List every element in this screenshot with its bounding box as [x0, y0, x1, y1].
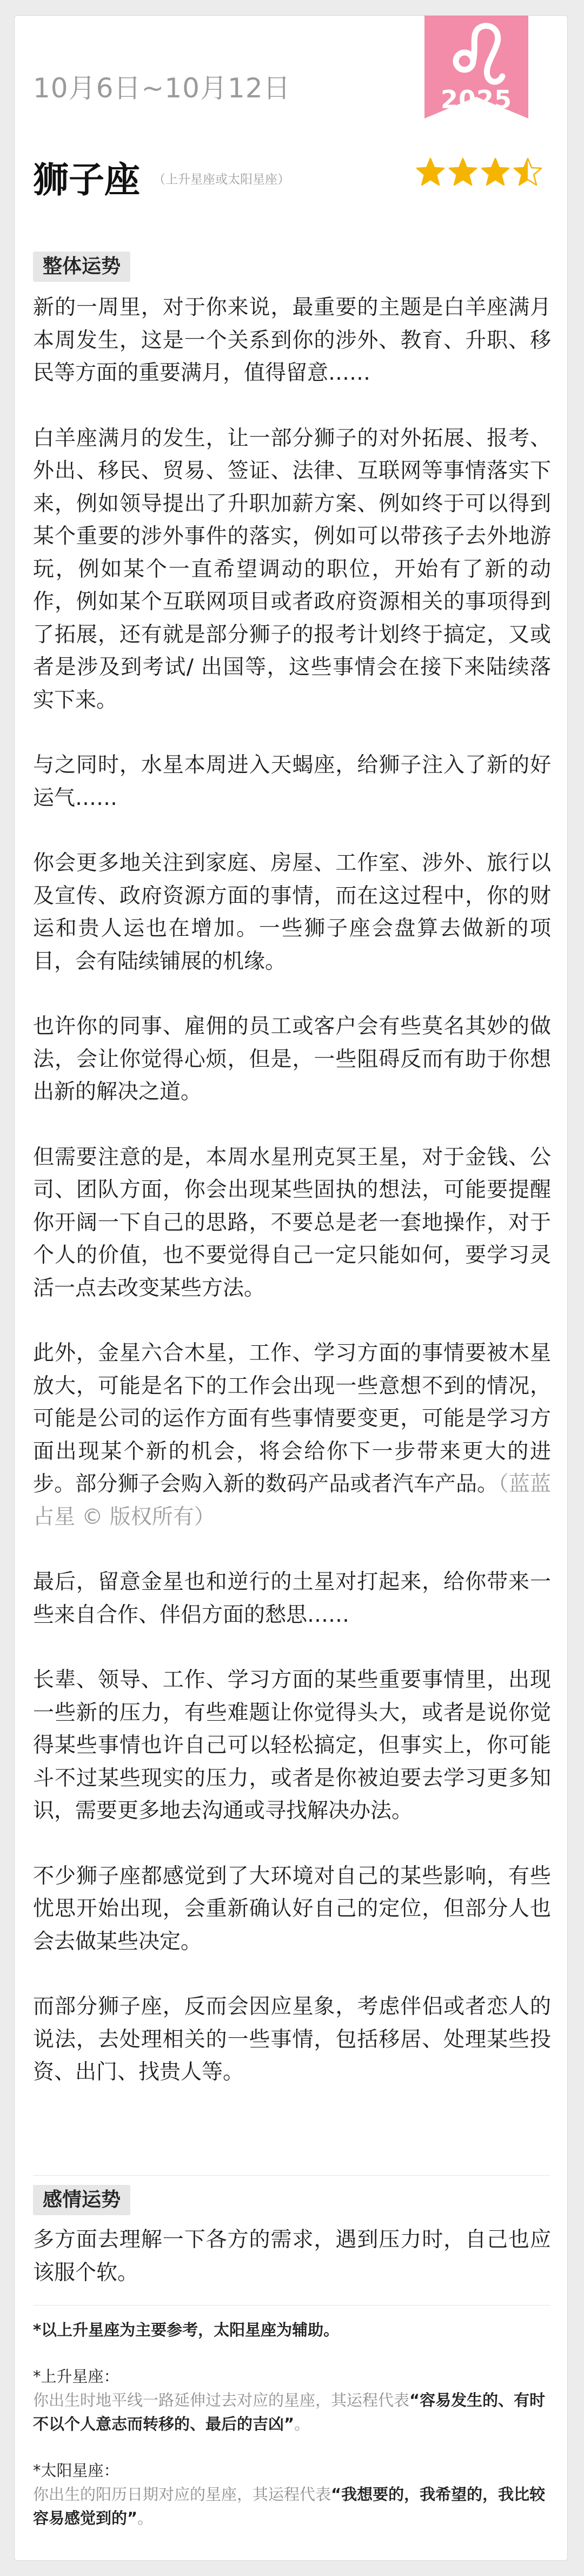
overall-paragraph: 但需要注意的是，本周水星刑克冥王星，对于金钱、公司、团队方面，你会出现某些固执的想法，可能要提醒你开阔一下自己的思路，不要总是老一套地操作，对于个人的价值，也不要觉得自己一定只能如何，要学习灵活一点去改变某些方法。 — [33, 1145, 551, 1300]
star-full-icon — [416, 157, 445, 187]
overall-paragraph: 白羊座满月的发生，让一部分狮子的对外拓展、报考、外出、移民、贸易、签证、法律、互联网等事情落实下来，例如领导提出了升职加薪方案、例如终于可以得到某个重要的涉外事件的落实，例如可以带孩子去外地游玩，例如某个一直希望调动的职位，开始有了新的动作，例如某个互联网项目或者政府资源相关的事项得到了拓展，还有就是部分狮子的报考计划终于搞定，又或者是涉及到考试/ 出国等，这些事情会在接下来陆续落实下来。 — [33, 426, 551, 712]
note-sun-label: *太阳星座： — [33, 2461, 120, 2480]
footnotes — [33, 2318, 550, 2530]
note-rising-text — [33, 2388, 550, 2436]
note-sun-end: 。 — [137, 2509, 154, 2527]
star-full-icon — [448, 157, 477, 187]
overall-paragraph: 也许你的同事、雇佣的员工或客户会有些莫名其妙的做法，会让你觉得心烦，但是，一些阻碍反而有助于你想出新的解决之道。 — [33, 1014, 551, 1104]
note-sun-text — [33, 2482, 550, 2530]
note-rising-desc: 你出生时地平线一路延伸过去对应的星座，其运程代表 — [33, 2391, 410, 2409]
section-divider — [33, 2175, 550, 2176]
note-rising-end: 。 — [294, 2415, 310, 2433]
sign-subtitle: （上升星座或太阳星座） — [153, 173, 290, 187]
note-sun-desc: 你出生的阳历日期对应的星座，其运程代表 — [33, 2485, 331, 2504]
star-full-icon — [481, 157, 510, 187]
overall-paragraph: 你会更多地关注到家庭、房屋、工作室、涉外、旅行以及宣传、政府资源方面的事情，而在这过程中，你的财运和贵人运也在增加。一些狮子座会盘算去做新的项目，会有陆续铺展的机缘。 — [33, 851, 551, 974]
sign-header — [33, 151, 552, 200]
overall-paragraph: 新的一周里，对于你来说，最重要的主题是白羊座满月本周发生，这是一个关系到你的涉外、教育、升职、移民等方面的重要满月，值得留意…… — [33, 295, 551, 385]
overall-paragraph: 最后，留意金星也和逆行的土星对打起来，给你带来一些来自合作、伴侣方面的愁思…… — [33, 1570, 551, 1627]
note-rising-quote: “容易发生的、有时不以个人意志而转移的、最后的吉凶” — [33, 2391, 546, 2433]
overall-paragraph — [33, 1337, 551, 1534]
love-label: 感情运势 — [33, 2185, 130, 2215]
badge-shape — [408, 16, 545, 135]
overall-paragraph: 与之同时，水星本周进入天蝎座，给狮子注入了新的好运气…… — [33, 753, 551, 810]
date-range: 10月6日~10月12日 — [33, 72, 291, 104]
badge-year: 2025 — [440, 85, 513, 114]
section-divider — [33, 2305, 550, 2306]
overall-paragraph: 不少狮子座都感觉到了大环境对自己的某些影响，有些忧思开始出现，会重新确认好自己的定位，但部分人也会去做某些决定。 — [33, 1864, 551, 1954]
horoscope-card — [14, 15, 568, 2561]
note-main: *以上升星座为主要参考，太阳星座为辅助。 — [33, 2321, 340, 2339]
overall-label: 整体运势 — [33, 252, 130, 282]
overall-paragraph: 长辈、领导、工作、学习方面的某些重要事情里，出现一些新的压力，有些难题让你觉得头大，或者是说你觉得某些事情也许自己可以轻松搞定，但事实上，你可能斗不过某些现实的压力，或者是你被迫要去学习更多知识，需要更多地去沟通或寻找解决办法。 — [33, 1668, 551, 1823]
star-half-icon — [513, 157, 542, 187]
overall-paragraph-text: 此外，金星六合木星，工作、学习方面的事情要被木星放大，可能是名下的工作会出现一些意想不到的情况，可能是公司的运作方面有些事情要变更，可能是学习方面出现某个新的机会，将会给你下一步带来更大的进步。部分狮子会购入新的数码产品或者汽车产品。 — [33, 1341, 551, 1496]
copyright-watermark: （蓝蓝占星 © 版权所有） — [33, 1472, 551, 1529]
overall-paragraph: 而部分狮子座，反而会因应星象，考虑伴侣或者恋人的说法，去处理相关的一些事情，包括移居、处理某些投资、出门、找贵人等。 — [33, 1994, 551, 2084]
note-rising-label: *上升星座： — [33, 2367, 120, 2386]
love-text: 多方面去理解一下各方的需求，遇到压力时，自己也应该服个软。 — [33, 2228, 551, 2285]
sign-name: 狮子座 — [33, 159, 140, 201]
sign-badge — [408, 16, 545, 135]
note-sun-quote: “我想要的，我希望的，我比较容易感觉到的” — [33, 2485, 546, 2527]
overall-text — [33, 292, 551, 2089]
